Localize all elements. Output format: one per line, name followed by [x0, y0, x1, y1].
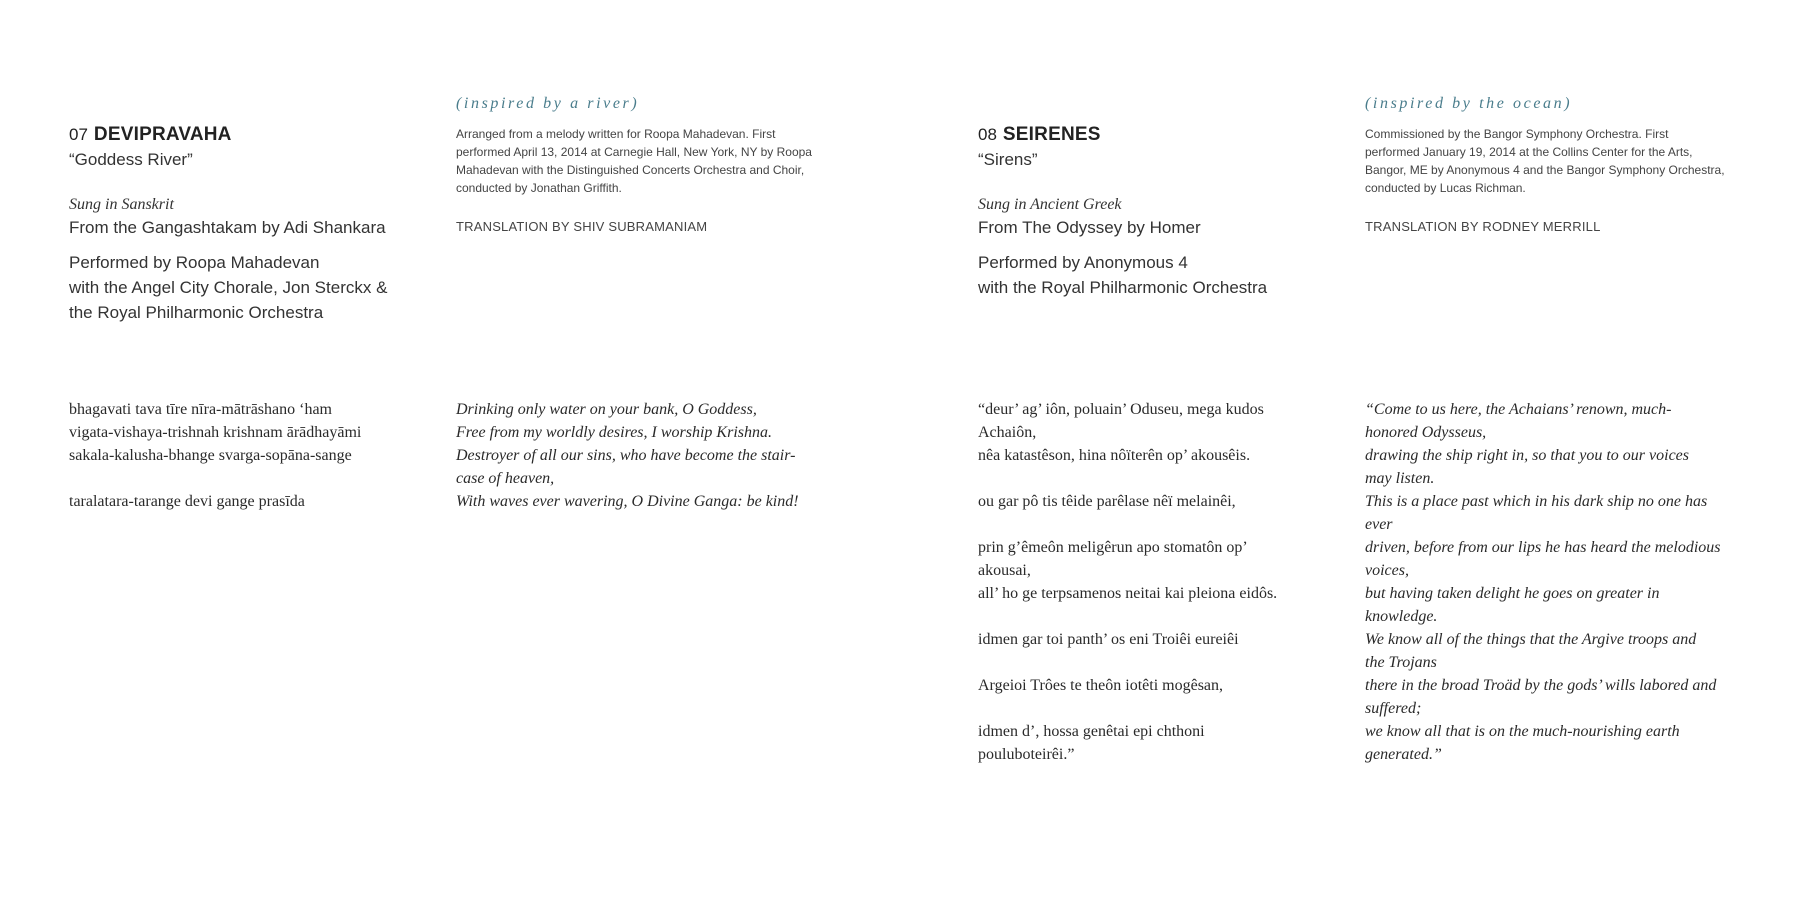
translation-line: case of heaven, — [456, 470, 555, 487]
translation-credit: TRANSLATION BY RODNEY MERRILL — [1365, 219, 1601, 234]
track-08-header — [978, 124, 1338, 300]
translation-line: knowledge. — [1365, 608, 1438, 625]
translation-line: suffered; — [1365, 700, 1422, 717]
translation-line: This is a place past which in his dark ship no one has — [1365, 493, 1708, 510]
lyric-stanza — [978, 398, 1348, 467]
track-07-original-lyrics — [69, 398, 449, 536]
lyric-stanza — [978, 674, 1348, 697]
track-08-notes — [1365, 95, 1765, 234]
notes-line: conducted by Jonathan Griffith. — [456, 181, 622, 195]
track-source: From The Odyssey by Homer — [978, 218, 1201, 237]
translation-line: we know all that is on the much-nourishing earth — [1365, 723, 1680, 740]
track-subtitle: “Sirens” — [978, 150, 1038, 169]
translation-line: may listen. — [1365, 470, 1435, 487]
notes-line: performed January 19, 2014 at the Collins Center for the Arts, — [1365, 145, 1693, 159]
track-source: From the Gangashtakam by Adi Shankara — [69, 218, 386, 237]
performer-line: the Royal Philharmonic Orchestra — [69, 303, 324, 322]
track-07-notes — [456, 95, 856, 234]
translation-line: “Come to us here, the Achaians’ renown, much- — [1365, 401, 1672, 418]
translation-line: drawing the ship right in, so that you to our voices — [1365, 447, 1689, 464]
track-language: Sung in Sanskrit — [69, 196, 174, 213]
translation-line: driven, before from our lips he has heard the melodious — [1365, 539, 1721, 556]
translation-line: Destroyer of all our sins, who have become the stair- — [456, 447, 796, 464]
translation-line: generated.” — [1365, 746, 1442, 763]
translation-line: We know all of the things that the Argive troops and — [1365, 631, 1697, 648]
track-title: SEIRENES — [1002, 124, 1101, 145]
performer-line: with the Angel City Chorale, Jon Sterckx & — [69, 278, 388, 297]
lyric-line: ou gar pô tis têide parêlase nêï melainêi, — [978, 493, 1236, 510]
track-number: 08 — [978, 125, 997, 144]
track-language: Sung in Ancient Greek — [978, 196, 1122, 213]
lyric-stanza — [978, 720, 1348, 766]
lyric-line: Argeioi Trôes te theôn iotêti mogêsan, — [978, 677, 1224, 694]
track-performers — [978, 250, 1338, 300]
performer-line: Performed by Anonymous 4 — [978, 253, 1188, 272]
notes-line: Mahadevan with the Distinguished Concerts Orchestra and Choir, — [456, 163, 805, 177]
translation-line: there in the broad Troäd by the gods’ wills labored and — [1365, 677, 1717, 694]
translation-line: With waves ever wavering, O Divine Ganga: be kind! — [456, 493, 799, 510]
track-title: DEVIPRAVAHA — [93, 124, 232, 145]
lyric-line: idmen d’, hossa genêtai epi chthoni — [978, 723, 1205, 740]
translation-line: voices, — [1365, 562, 1409, 579]
performance-notes — [456, 125, 856, 197]
lyric-line: taralatara-tarange devi gange prasīda — [69, 493, 305, 510]
performer-line: Performed by Roopa Mahadevan — [69, 253, 320, 272]
lyric-line: pouluboteirêi.” — [978, 746, 1075, 763]
track-07-translated-lyrics — [456, 398, 856, 513]
translation-line: but having taken delight he goes on greater in — [1365, 585, 1660, 602]
lyric-stanza — [978, 628, 1348, 651]
lyric-line: prin g’êmeôn meligêrun apo stomatôn op’ — [978, 539, 1248, 556]
translation-line: ever — [1365, 516, 1393, 533]
lyric-stanza — [69, 398, 449, 467]
notes-line: Arranged from a melody written for Roopa Mahadevan. First — [456, 127, 776, 141]
notes-line: Bangor, ME by Anonymous 4 and the Bangor Symphony Orchestra, — [1365, 163, 1725, 177]
lyric-line: Achaiôn, — [978, 424, 1037, 441]
notes-line: performed April 13, 2014 at Carnegie Hall, New York, NY by Roopa — [456, 145, 812, 159]
translation-line: Free from my worldly desires, I worship Krishna. — [456, 424, 772, 441]
lyric-line: bhagavati tava tīre nīra-mātrāshano ‘ham — [69, 401, 332, 418]
translation-line: honored Odysseus, — [1365, 424, 1487, 441]
track-heading — [69, 124, 429, 146]
track-08-translated-lyrics — [1365, 398, 1765, 766]
inspired-caption: (inspired by a river) — [456, 95, 640, 112]
performance-notes — [1365, 125, 1765, 197]
lyric-stanza — [978, 536, 1348, 605]
lyric-stanza — [69, 490, 449, 513]
track-08-original-lyrics — [978, 398, 1348, 789]
lyric-line: “deur’ ag’ iôn, poluain’ Oduseu, mega kudos — [978, 401, 1264, 418]
notes-line: conducted by Lucas Richman. — [1365, 181, 1526, 195]
inspired-caption: (inspired by the ocean) — [1365, 95, 1573, 112]
translation-credit: TRANSLATION BY SHIV SUBRAMANIAM — [456, 219, 708, 234]
track-07-header — [69, 124, 429, 325]
track-subtitle: “Goddess River” — [69, 150, 193, 169]
translation-line: Drinking only water on your bank, O Goddess, — [456, 401, 757, 418]
lyric-line: vigata-vishaya-trishnah krishnam ārādhayāmi — [69, 424, 362, 441]
track-number: 07 — [69, 125, 88, 144]
lyric-stanza — [978, 490, 1348, 513]
notes-line: Commissioned by the Bangor Symphony Orchestra. First — [1365, 127, 1669, 141]
lyric-line: all’ ho ge terpsamenos neitai kai pleiona eidôs. — [978, 585, 1278, 602]
lyric-line: nêa katastêson, hina nôïterên op’ akousêis. — [978, 447, 1251, 464]
track-performers — [69, 250, 429, 325]
lyric-line: sakala-kalusha-bhange svarga-sopāna-sange — [69, 447, 352, 464]
translation-line: the Trojans — [1365, 654, 1437, 671]
lyric-line: akousai, — [978, 562, 1031, 579]
performer-line: with the Royal Philharmonic Orchestra — [978, 278, 1268, 297]
lyric-line: idmen gar toi panth’ os eni Troiêi eureiêi — [978, 631, 1239, 648]
track-heading — [978, 124, 1338, 146]
